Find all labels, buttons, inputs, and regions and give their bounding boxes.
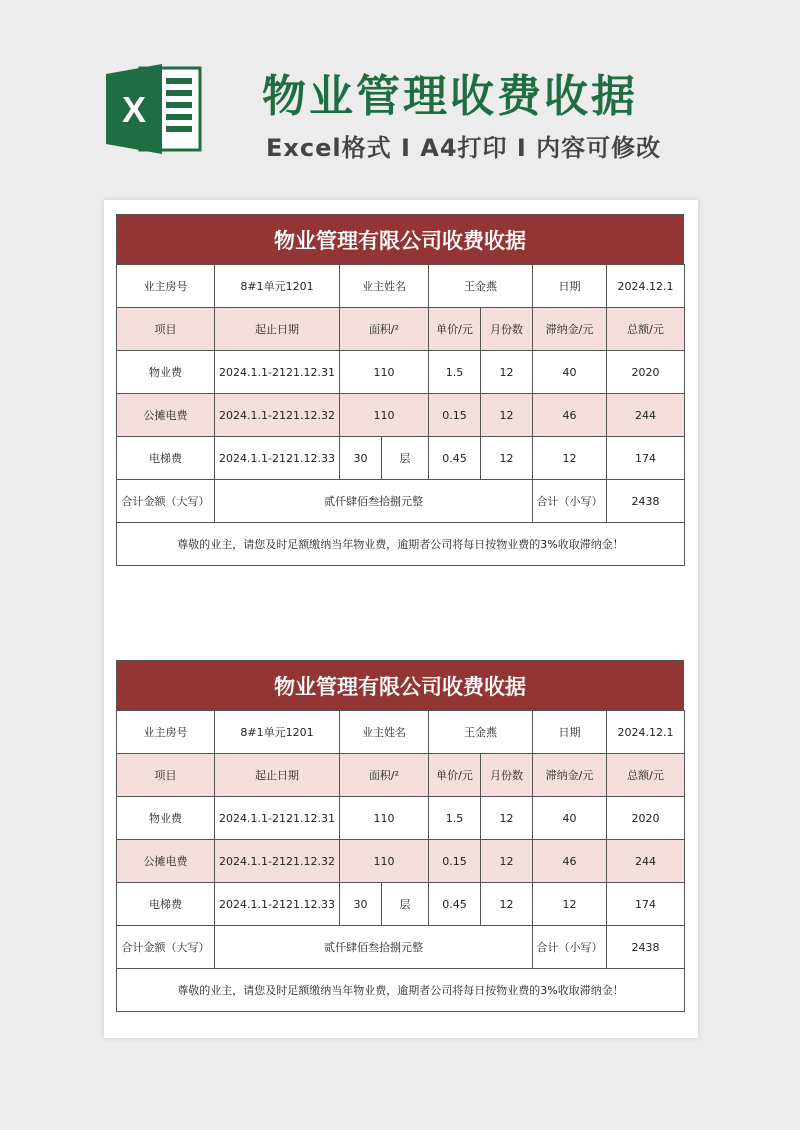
- floor-unit-cell: 层: [382, 883, 429, 926]
- info-row: [117, 711, 685, 754]
- total-cell: 244: [607, 840, 685, 883]
- item-cell: 公摊电费: [117, 394, 215, 437]
- floor-cell: 30: [340, 883, 382, 926]
- item-cell: 物业费: [117, 351, 215, 394]
- total-cell: 2020: [607, 797, 685, 840]
- price-cell: 0.15: [429, 840, 481, 883]
- months-cell: 12: [481, 394, 533, 437]
- area-cell: 110: [340, 351, 429, 394]
- price-cell: 1.5: [429, 797, 481, 840]
- receipt-table: [116, 710, 685, 1012]
- col-total: 总额/元: [607, 308, 685, 351]
- total-cell: 174: [607, 437, 685, 480]
- sum-upper-value: 贰仟肆佰叁拾捌元整: [215, 926, 533, 969]
- col-late-fee: 滞纳金/元: [533, 754, 607, 797]
- sum-upper-label: 合计金额（大写）: [117, 480, 215, 523]
- late-fee-cell: 12: [533, 883, 607, 926]
- period-cell: 2024.1.1-2121.12.32: [215, 840, 340, 883]
- col-months: 月份数: [481, 754, 533, 797]
- room-value: 8#1单元1201: [215, 711, 340, 754]
- total-cell: 244: [607, 394, 685, 437]
- room-value: 8#1单元1201: [215, 265, 340, 308]
- column-header-row: [117, 754, 685, 797]
- table-row: [117, 883, 685, 926]
- floor-cell: 30: [340, 437, 382, 480]
- document-page: [104, 200, 698, 1038]
- owner-value: 王金燕: [429, 265, 533, 308]
- table-row: [117, 351, 685, 394]
- header: [0, 0, 800, 190]
- table-row: [117, 437, 685, 480]
- sum-lower-label: 合计（小写）: [533, 926, 607, 969]
- owner-label: 业主姓名: [340, 265, 429, 308]
- payment-note: 尊敬的业主，请您及时足额缴纳当年物业费，逾期者公司将每日按物业费的3%收取滞纳金！: [117, 969, 685, 1012]
- period-cell: 2024.1.1-2121.12.32: [215, 394, 340, 437]
- item-cell: 电梯费: [117, 437, 215, 480]
- col-months: 月份数: [481, 308, 533, 351]
- item-cell: 物业费: [117, 797, 215, 840]
- item-cell: 公摊电费: [117, 840, 215, 883]
- col-item: 项目: [117, 308, 215, 351]
- sum-lower-label: 合计（小写）: [533, 480, 607, 523]
- date-value: 2024.12.1: [607, 265, 685, 308]
- note-row: [117, 523, 685, 566]
- payment-note: 尊敬的业主，请您及时足额缴纳当年物业费，逾期者公司将每日按物业费的3%收取滞纳金！: [117, 523, 685, 566]
- receipt-table: [116, 264, 685, 566]
- receipt: [116, 660, 684, 1012]
- col-price: 单价/元: [429, 754, 481, 797]
- months-cell: 12: [481, 437, 533, 480]
- late-fee-cell: 46: [533, 840, 607, 883]
- receipt-title: 物业管理有限公司收费收据: [116, 214, 684, 264]
- col-item: 项目: [117, 754, 215, 797]
- col-price: 单价/元: [429, 308, 481, 351]
- room-label: 业主房号: [117, 711, 215, 754]
- sub-title: Excel格式 I A4打印 I 内容可修改: [266, 134, 662, 162]
- owner-label: 业主姓名: [340, 711, 429, 754]
- price-cell: 0.15: [429, 394, 481, 437]
- col-area: 面积/²: [340, 308, 429, 351]
- months-cell: 12: [481, 883, 533, 926]
- date-value: 2024.12.1: [607, 711, 685, 754]
- months-cell: 12: [481, 840, 533, 883]
- excel-logo-icon: [106, 64, 206, 154]
- total-cell: 174: [607, 883, 685, 926]
- sum-lower-value: 2438: [607, 480, 685, 523]
- total-cell: 2020: [607, 351, 685, 394]
- col-late-fee: 滞纳金/元: [533, 308, 607, 351]
- period-cell: 2024.1.1-2121.12.33: [215, 437, 340, 480]
- col-period: 起止日期: [215, 754, 340, 797]
- late-fee-cell: 46: [533, 394, 607, 437]
- owner-value: 王金燕: [429, 711, 533, 754]
- period-cell: 2024.1.1-2121.12.33: [215, 883, 340, 926]
- receipt: [116, 214, 684, 566]
- months-cell: 12: [481, 351, 533, 394]
- table-row: [117, 840, 685, 883]
- col-area: 面积/²: [340, 754, 429, 797]
- sum-row: [117, 926, 685, 969]
- price-cell: 0.45: [429, 437, 481, 480]
- table-row: [117, 394, 685, 437]
- receipt-title: 物业管理有限公司收费收据: [116, 660, 684, 710]
- sum-upper-value: 贰仟肆佰叁拾捌元整: [215, 480, 533, 523]
- logo-letter: X: [121, 89, 147, 130]
- date-label: 日期: [533, 711, 607, 754]
- main-title: 物业管理收费收据: [262, 71, 638, 122]
- room-label: 业主房号: [117, 265, 215, 308]
- col-period: 起止日期: [215, 308, 340, 351]
- col-total: 总额/元: [607, 754, 685, 797]
- floor-unit-cell: 层: [382, 437, 429, 480]
- late-fee-cell: 40: [533, 797, 607, 840]
- area-cell: 110: [340, 797, 429, 840]
- item-cell: 电梯费: [117, 883, 215, 926]
- info-row: [117, 265, 685, 308]
- sum-row: [117, 480, 685, 523]
- late-fee-cell: 12: [533, 437, 607, 480]
- column-header-row: [117, 308, 685, 351]
- months-cell: 12: [481, 797, 533, 840]
- sum-lower-value: 2438: [607, 926, 685, 969]
- period-cell: 2024.1.1-2121.12.31: [215, 797, 340, 840]
- price-cell: 0.45: [429, 883, 481, 926]
- period-cell: 2024.1.1-2121.12.31: [215, 351, 340, 394]
- date-label: 日期: [533, 265, 607, 308]
- note-row: [117, 969, 685, 1012]
- late-fee-cell: 40: [533, 351, 607, 394]
- area-cell: 110: [340, 394, 429, 437]
- table-row: [117, 797, 685, 840]
- sum-upper-label: 合计金额（大写）: [117, 926, 215, 969]
- area-cell: 110: [340, 840, 429, 883]
- price-cell: 1.5: [429, 351, 481, 394]
